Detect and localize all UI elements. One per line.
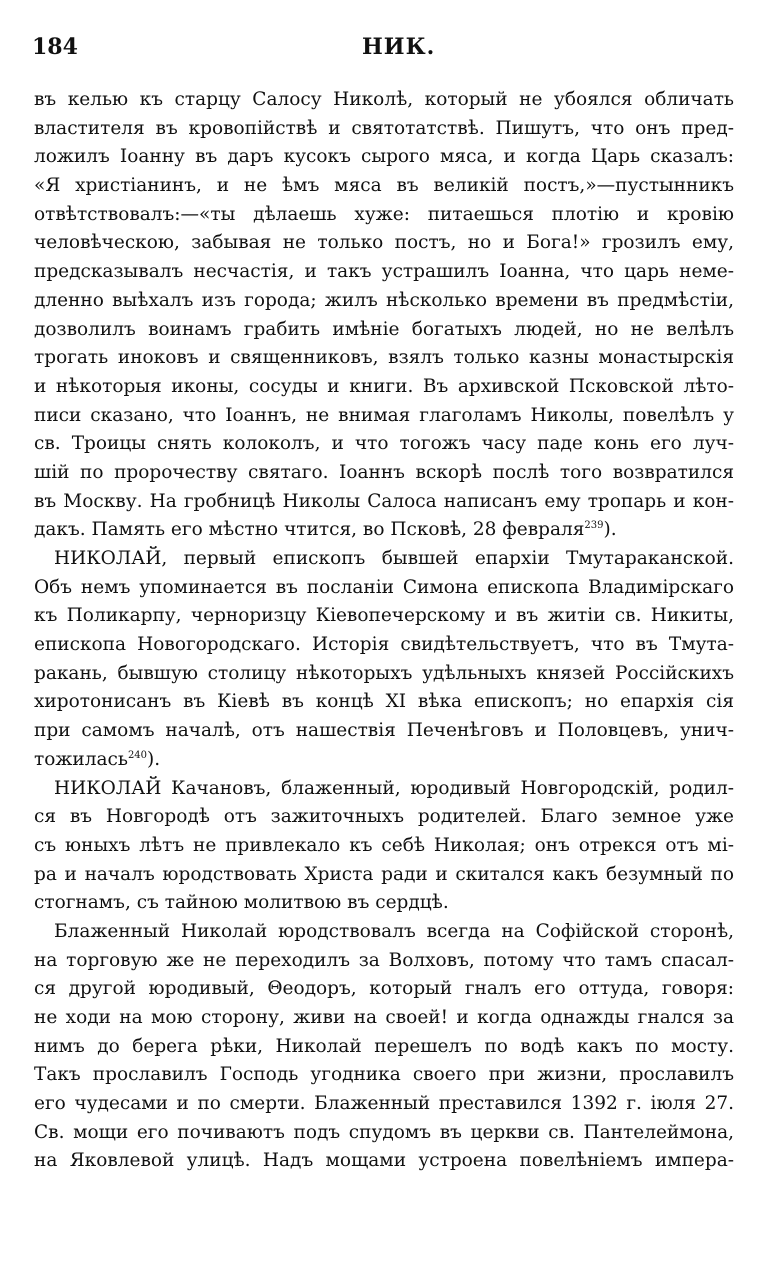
line-text: его чудесами и по смерти. Блаженный преставился 1392 г. іюля 27. xyxy=(34,1093,734,1115)
text-line xyxy=(34,746,734,775)
line-text: НИКОЛАЙ Качановъ, блаженный, юродивый Новгородскій, родил- xyxy=(54,777,734,799)
text-line xyxy=(34,516,734,545)
running-head: НИК. xyxy=(362,34,436,60)
text-line xyxy=(34,143,734,172)
text-line xyxy=(34,488,734,517)
text-line xyxy=(34,660,734,689)
page-number: 184 xyxy=(32,34,78,60)
text-line xyxy=(34,803,734,832)
line-text: нимъ до берега рѣки, Николай перешелъ по водѣ какъ по мосту. xyxy=(34,1035,734,1057)
text-line xyxy=(34,1119,734,1148)
page-header xyxy=(32,34,732,64)
line-text: дакъ. Память его мѣстно чтится, во Псковѣ, 28 февраля xyxy=(34,519,585,541)
line-text: къ Поликарпу, черноризцу Кіевопечерскому и въ житіи св. Никиты, xyxy=(34,605,734,627)
line-text: Блаженный Николай юродствовалъ всегда на Софійской сторонѣ, xyxy=(54,920,734,942)
text-line xyxy=(34,1061,734,1090)
line-text: властителя въ кровопійствѣ и святотатствѣ. Пишутъ, что онъ пред- xyxy=(34,117,734,139)
text-line xyxy=(34,459,734,488)
line-text: шій по пророчеству святаго. Іоаннъ вскорѣ послѣ того возвратился xyxy=(34,461,734,483)
text-line xyxy=(34,947,734,976)
line-tail: ). xyxy=(603,519,617,541)
text-line xyxy=(34,775,734,804)
line-text: человѣческою, забывая не только постъ, но и Бога!» грозилъ ему, xyxy=(34,232,734,254)
body-text xyxy=(34,86,734,1176)
line-text: при самомъ началѣ, отъ нашествія Печенѣговъ и Половцевъ, унич- xyxy=(34,720,734,742)
text-line xyxy=(34,1090,734,1119)
line-text: Такъ прославилъ Господь угодника своего при жизни, прославилъ xyxy=(34,1064,734,1086)
text-line xyxy=(34,1033,734,1062)
text-line xyxy=(34,602,734,631)
text-line xyxy=(34,631,734,660)
text-line xyxy=(34,402,734,431)
line-text: отвѣтствовалъ:—«ты дѣлаешь хуже: питаешься плотію и кровію xyxy=(34,203,734,225)
text-line xyxy=(34,86,734,115)
line-text: въ Москву. На гробницѣ Николы Салоса написанъ ему тропарь и кон- xyxy=(34,490,734,512)
line-text: Св. мощи его почиваютъ подъ спудомъ въ церкви св. Пантелеймона, xyxy=(34,1121,734,1143)
line-text: ся другой юродивый, Θеодоръ, который гналъ его оттуда, говоря: xyxy=(34,978,734,1000)
line-text: тожилась xyxy=(34,748,128,770)
text-line xyxy=(34,1147,734,1176)
text-line xyxy=(34,1004,734,1033)
line-text: ракань, бывшую столицу нѣкоторыхъ удѣльныхъ князей Россійскихъ xyxy=(34,662,734,684)
line-text: дозволилъ воинамъ грабить имѣніе богатыхъ людей, но не велѣлъ xyxy=(34,318,734,340)
text-line xyxy=(34,861,734,890)
line-text: съ юныхъ лѣтъ не привлекало къ себѣ Николая; онъ отрекся отъ мі- xyxy=(34,834,734,856)
text-line xyxy=(34,344,734,373)
text-line xyxy=(34,316,734,345)
text-line xyxy=(34,430,734,459)
footnote-marker: 239 xyxy=(584,520,604,532)
text-line xyxy=(34,975,734,1004)
line-text: Объ немъ упоминается въ посланіи Симона епископа Владимірскаго xyxy=(34,576,734,598)
text-line xyxy=(34,258,734,287)
line-text: дленно выѣхалъ изъ города; жилъ нѣсколько времени въ предмѣстіи, xyxy=(34,289,734,311)
text-line xyxy=(34,172,734,201)
line-text: трогать иноковъ и священниковъ, взялъ только казны монастырскія xyxy=(34,347,734,369)
line-text: и нѣкоторыя иконы, сосуды и книги. Въ архивской Псковской лѣто- xyxy=(34,375,734,397)
footnote-marker: 240 xyxy=(127,749,148,761)
text-line xyxy=(34,229,734,258)
text-line xyxy=(34,115,734,144)
line-text: стогнамъ, съ тайною молитвою въ сердцѣ. xyxy=(34,892,449,914)
line-text: предсказывалъ несчастія, и такъ устрашилъ Іоанна, что царь неме- xyxy=(34,261,734,283)
line-tail: ). xyxy=(147,748,161,770)
line-text: св. Троицы снять колоколъ, и что тогожъ часу паде конь его луч- xyxy=(34,433,734,455)
text-line xyxy=(34,287,734,316)
line-text: ра и началъ юродствовать Христа ради и скитался какъ безумный по xyxy=(34,863,734,885)
text-line xyxy=(34,832,734,861)
text-line xyxy=(34,574,734,603)
line-text: НИКОЛАЙ, первый епископъ бывшей епархіи Тмутараканской. xyxy=(54,548,734,569)
line-text: хиротонисанъ въ Кіевѣ въ концѣ XI вѣка епископъ; но епархія сія xyxy=(34,691,734,713)
line-text: «Я христіанинъ, и не ѣмъ мяса въ великій постъ,»—пустынникъ xyxy=(34,175,734,197)
line-text: писи сказано, что Іоаннъ, не внимая глаголамъ Николы, повелѣлъ у xyxy=(34,404,734,426)
line-text: епископа Новогородскаго. Исторія свидѣтельствуетъ, что въ Тмута- xyxy=(34,634,734,656)
text-line xyxy=(34,545,734,574)
line-text: ся въ Новгородѣ отъ зажиточныхъ родителей. Благо земное уже xyxy=(34,806,734,828)
line-text: на Яковлевой улицѣ. Надъ мощами устроена повелѣніемъ импера- xyxy=(34,1150,734,1172)
text-line xyxy=(34,918,734,947)
text-line xyxy=(34,717,734,746)
text-line xyxy=(34,889,734,918)
text-line xyxy=(34,688,734,717)
text-line xyxy=(34,373,734,402)
line-text: въ келью къ старцу Салосу Николѣ, который не убоялся обличать xyxy=(34,89,734,110)
line-text: не ходи на мою сторону, живи на своей! и когда однажды гнался за xyxy=(34,1007,734,1028)
line-text: ложилъ Іоанну въ даръ кусокъ сырого мяса, и когда Царь сказалъ: xyxy=(34,146,734,168)
text-line xyxy=(34,201,734,230)
line-text: на торговую же не переходилъ за Волховъ, потому что тамъ спасал- xyxy=(34,949,734,971)
